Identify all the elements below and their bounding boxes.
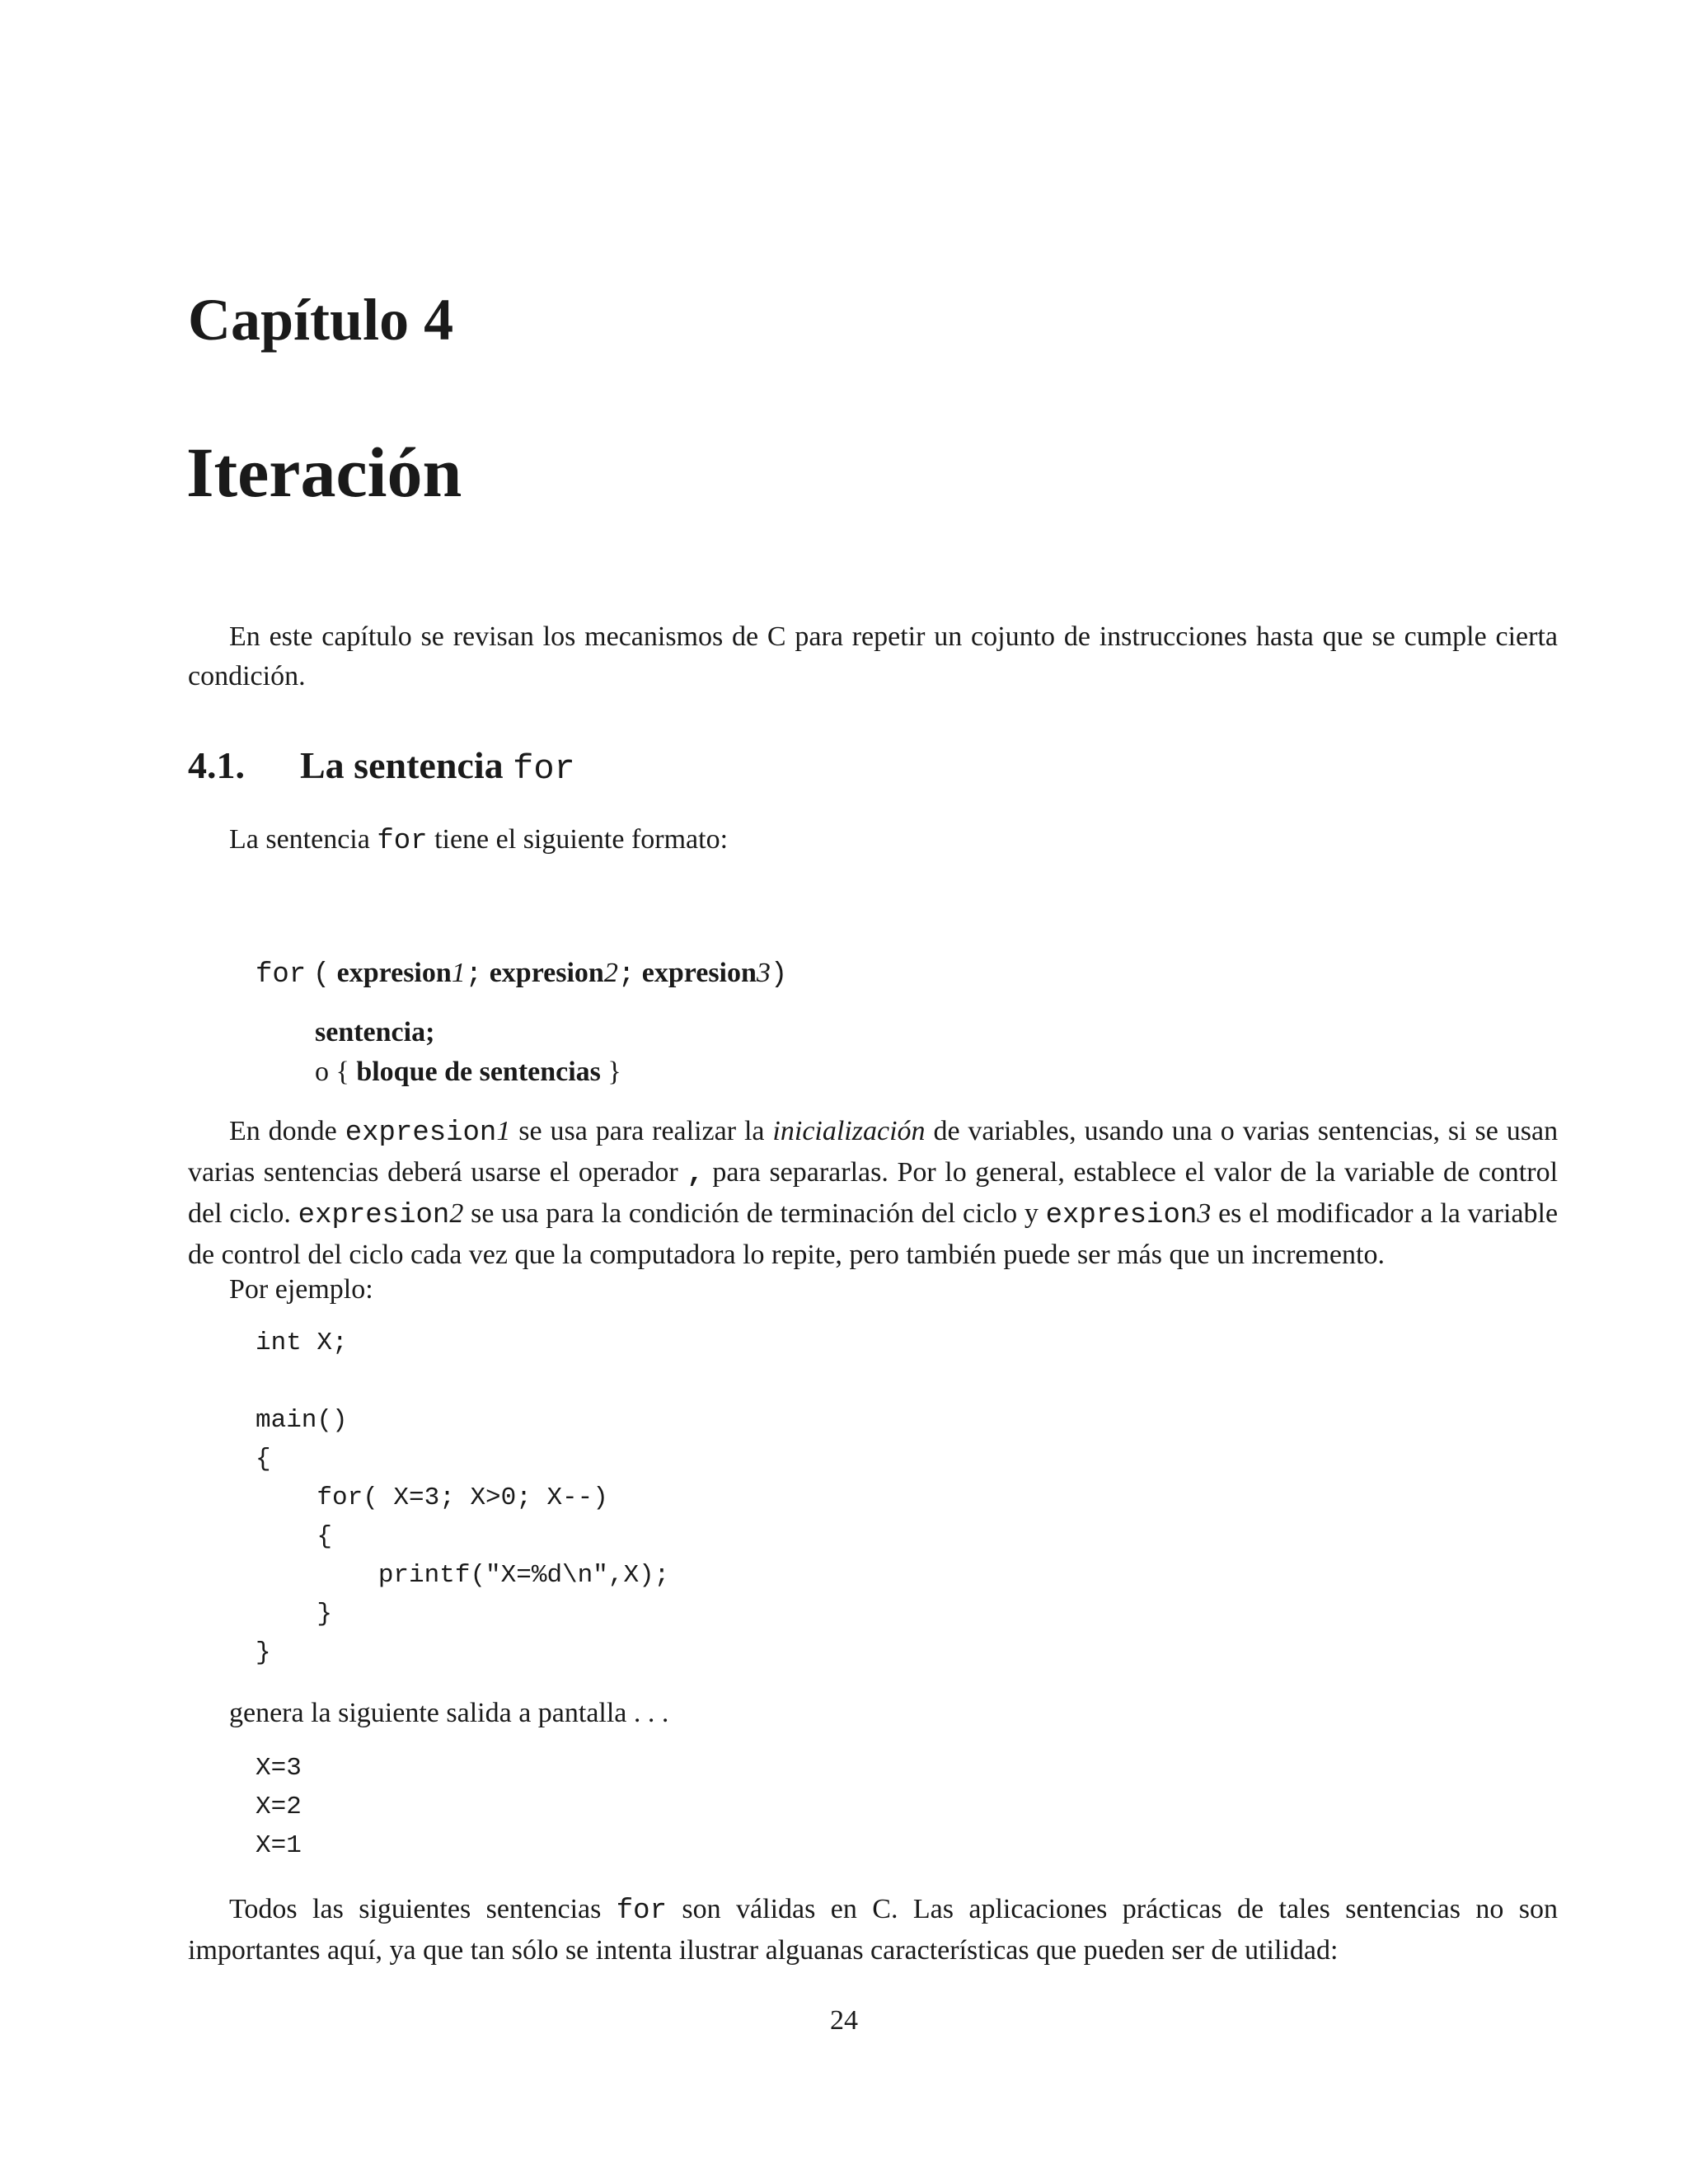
operator-comma: , <box>687 1159 704 1190</box>
code-output: X=3 X=2 X=1 <box>256 1754 302 1860</box>
format-intro-keyword: for <box>377 826 428 857</box>
format-intro-text-end: tiene el siguiente formato: <box>434 824 729 855</box>
section-title-text: La sentencia <box>300 744 504 786</box>
syntax-for-keyword: for <box>256 959 307 991</box>
output-intro: genera la siguiente salida a pantalla . . . <box>229 1698 669 1728</box>
syntax-open-paren: ( <box>312 959 331 991</box>
syntax-number-3: 3 <box>756 958 771 988</box>
code-example: int X; main() { for( X=3; X>0; X--) { printf("X=%d\n",X); } } <box>256 1329 670 1667</box>
code-expresion-1: expresion <box>345 1118 497 1149</box>
page-number: 24 <box>830 2005 858 2036</box>
code-expresion-1-number: 1 <box>496 1116 511 1146</box>
closing-keyword: for <box>616 1896 667 1927</box>
closing-text: Todos las siguientes sentencias <box>229 1894 602 1924</box>
syntax-number-2: 2 <box>603 958 618 988</box>
por-ejemplo: Por ejemplo: <box>229 1274 373 1305</box>
syntax-close-paren: ) <box>770 959 788 991</box>
section-number: 4.1. <box>188 744 245 786</box>
explanation-text: para separarlas. Por lo general, establece el valor de la variable de control del ciclo. <box>188 1157 1559 1229</box>
syntax-block-line <box>315 1052 621 1092</box>
syntax-expresion-2: expresion <box>489 958 604 988</box>
syntax-sentencia: sentencia; <box>315 1017 435 1047</box>
code-expresion-3-number: 3 <box>1197 1198 1212 1229</box>
code-expresion-3: expresion <box>1045 1200 1198 1231</box>
format-intro-text: La sentencia <box>229 824 370 855</box>
closing-text-end: son válidas en C. Las aplicaciones prácticas de tales sentencias no son importantes aquí, ya que tan sólo se intenta ilustrar alguanas características que pueden ser de utilidad: <box>188 1894 1559 1966</box>
format-intro <box>229 820 728 861</box>
syntax-semicolon: ; <box>465 959 483 991</box>
explanation-text: se usa para la condición de terminación del ciclo y <box>471 1198 1039 1229</box>
intro-paragraph: En este capítulo se revisan los mecanismos de C para repetir un cojunto de instrucciones hasta que se cumple cierta condición. <box>188 621 1558 691</box>
syntax-expresion-1: expresion <box>336 958 452 988</box>
explanation-inicializacion: inicialización <box>772 1116 926 1146</box>
syntax-o: o <box>315 1057 329 1087</box>
closing-paragraph <box>188 1890 1558 1971</box>
section-heading <box>188 744 575 789</box>
syntax-close-brace: } <box>607 1057 621 1087</box>
code-expresion-2: expresion <box>298 1200 450 1231</box>
explanation-text: En donde <box>229 1116 337 1146</box>
chapter-title: Iteración <box>186 433 462 512</box>
explanation-text: se usa para realizar la <box>518 1116 765 1146</box>
syntax-expresion-3: expresion <box>641 958 757 988</box>
chapter-label: Capítulo 4 <box>188 287 454 353</box>
explanation-text: es el modificador a la variable de control del ciclo cada vez que la computadora lo repite, pero también puede ser más que un incremento. <box>188 1198 1559 1270</box>
syntax-bloque: bloque de sentencias <box>356 1057 601 1087</box>
syntax-number-1: 1 <box>451 958 466 988</box>
explanation-paragraph <box>188 1112 1558 1275</box>
explanation-text: de variables, usando una o varias sentencias, si se usan varias sentencias deberá usarse el operador <box>188 1116 1559 1188</box>
syntax-for-line <box>256 954 787 995</box>
code-expresion-2-number: 2 <box>449 1198 464 1229</box>
syntax-open-brace: { <box>335 1057 349 1087</box>
section-title-keyword: for <box>513 749 575 789</box>
syntax-semicolon: ; <box>617 959 635 991</box>
